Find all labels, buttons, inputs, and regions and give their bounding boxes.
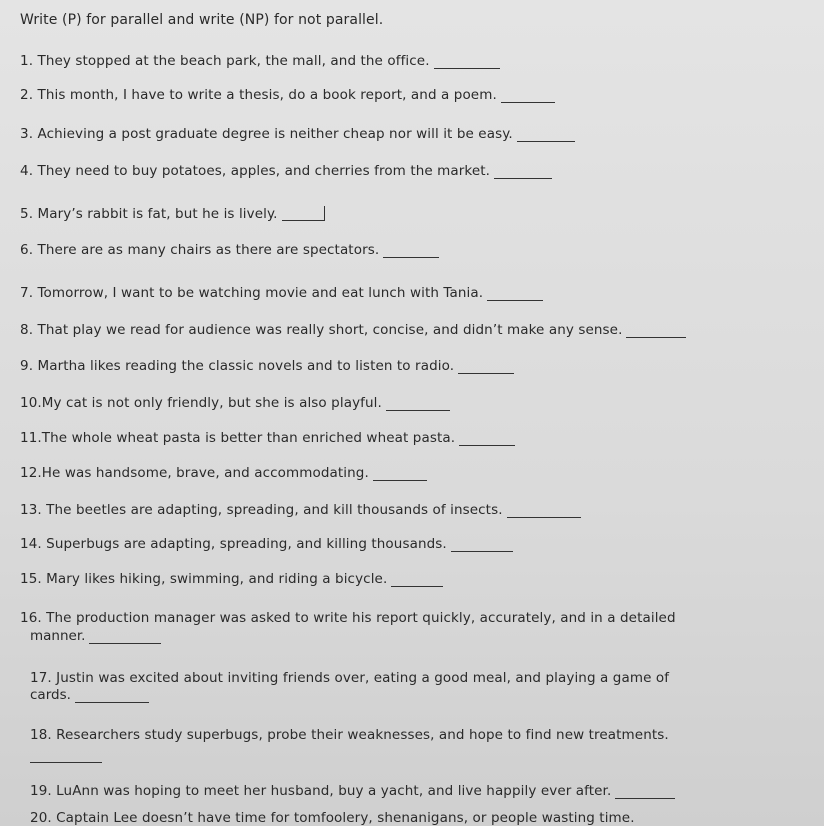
item-6 xyxy=(20,242,439,258)
answer-blank[interactable] xyxy=(30,761,102,763)
item-text: 13. The beetles are adapting, spreading, and kill thousands of insects. xyxy=(20,502,503,518)
item-20 xyxy=(30,810,820,826)
item-11 xyxy=(20,430,515,446)
answer-blank[interactable] xyxy=(517,140,575,142)
item-4 xyxy=(20,163,552,179)
answer-blank[interactable] xyxy=(615,797,675,799)
item-text-cont: cards. xyxy=(30,687,71,703)
item-16-continuation xyxy=(30,628,161,644)
item-text: 8. That play we read for audience was really short, concise, and didn’t make any sense. xyxy=(20,322,623,338)
item-text: 2. This month, I have to write a thesis, do a book report, and a poem. xyxy=(20,87,497,103)
item-text: 11.The whole wheat pasta is better than enriched wheat pasta. xyxy=(20,430,456,446)
item-text: 5. Mary’s rabbit is fat, but he is lively. xyxy=(20,206,278,222)
answer-blank[interactable] xyxy=(383,256,439,258)
item-text: 3. Achieving a post graduate degree is neither cheap nor will it be easy. xyxy=(20,126,513,142)
item-text: 10.My cat is not only friendly, but she is also playful. xyxy=(20,395,382,411)
item-text: 16. The production manager was asked to write his report quickly, accurately, and in a detailed xyxy=(20,610,676,626)
answer-blank[interactable] xyxy=(494,177,552,179)
item-14 xyxy=(20,536,513,552)
answer-blank[interactable] xyxy=(458,372,514,374)
item-18-continuation xyxy=(30,747,102,763)
answer-blank[interactable] xyxy=(89,642,161,644)
answer-blank[interactable] xyxy=(282,206,325,221)
item-15 xyxy=(20,571,443,587)
item-text: 7. Tomorrow, I want to be watching movie and eat lunch with Tania. xyxy=(20,285,484,301)
answer-blank[interactable] xyxy=(386,409,450,411)
item-text: 15. Mary likes hiking, swimming, and riding a bicycle. xyxy=(20,571,388,587)
item-text: 18. Researchers study superbugs, probe their weaknesses, and hope to find new treatments. xyxy=(30,727,669,743)
item-5 xyxy=(20,203,325,222)
item-17 xyxy=(30,670,669,686)
item-9 xyxy=(20,358,514,374)
item-2 xyxy=(20,87,555,103)
item-text: 6. There are as many chairs as there are spectators. xyxy=(20,242,380,258)
item-text: 12.He was handsome, brave, and accommodating. xyxy=(20,465,369,481)
answer-blank[interactable] xyxy=(373,479,427,481)
instructions: Write (P) for parallel and write (NP) for not parallel. xyxy=(20,12,384,28)
item-16 xyxy=(20,610,676,626)
item-7 xyxy=(20,285,543,301)
item-text: 19. LuAnn was hoping to meet her husband, buy a yacht, and live happily ever after. xyxy=(30,783,612,799)
item-text: 17. Justin was excited about inviting friends over, eating a good meal, and playing a game of xyxy=(30,670,670,686)
item-3 xyxy=(20,126,575,142)
answer-blank[interactable] xyxy=(507,516,581,518)
item-text: 9. Martha likes reading the classic novels and to listen to radio. xyxy=(20,358,455,374)
answer-blank[interactable] xyxy=(459,444,515,446)
item-text: 20. Captain Lee doesn’t have time for tomfoolery, shenanigans, or people wasting time. xyxy=(30,810,635,826)
item-text-cont: manner. xyxy=(30,628,86,644)
item-8 xyxy=(20,322,686,338)
answer-blank[interactable] xyxy=(434,67,500,69)
item-text: 4. They need to buy potatoes, apples, and cherries from the market. xyxy=(20,163,491,179)
item-12 xyxy=(20,465,427,481)
answer-blank[interactable] xyxy=(75,701,149,703)
answer-blank[interactable] xyxy=(391,585,443,587)
item-text: 1. They stopped at the beach park, the mall, and the office. xyxy=(20,53,430,69)
item-17-continuation xyxy=(30,687,149,703)
answer-blank[interactable] xyxy=(487,299,543,301)
item-10 xyxy=(20,395,450,411)
answer-blank[interactable] xyxy=(501,101,555,103)
answer-blank[interactable] xyxy=(626,336,686,338)
item-1 xyxy=(20,53,500,69)
item-13 xyxy=(20,502,581,518)
item-18 xyxy=(30,727,669,743)
answer-blank[interactable] xyxy=(451,550,513,552)
item-19 xyxy=(30,783,675,799)
item-text: 14. Superbugs are adapting, spreading, and killing thousands. xyxy=(20,536,447,552)
